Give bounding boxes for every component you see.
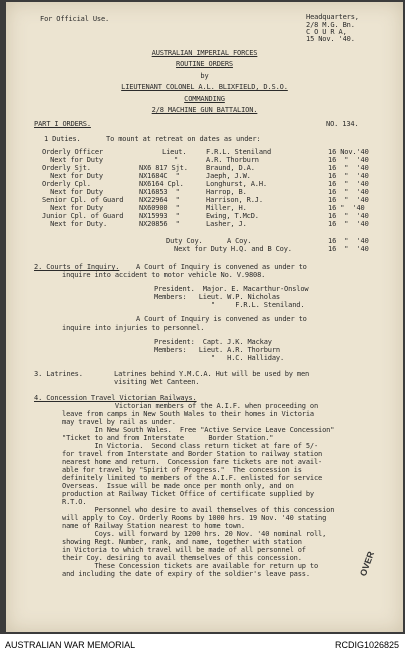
part-heading: PART I ORDERS. <box>34 120 91 128</box>
header-right-line1: Headquarters, <box>306 13 359 21</box>
concession-line: production at Railway Ticket Office of certificate supplied by <box>62 490 314 498</box>
title-line1: AUSTRALIAN IMPERIAL FORCES <box>151 49 258 57</box>
concession-line: In Victoria. Second class return ticket at fare of 5/- <box>62 442 319 450</box>
title-line4: LIEUTENANT COLONEL A.L. BLIXFIELD, D.S.O. <box>121 83 288 91</box>
document-page <box>6 2 403 632</box>
roster-date: 16 " '40 <box>328 188 369 196</box>
concession-line: In New South Wales. Free "Active Service Leave Concession" <box>62 426 335 434</box>
concession-line: will apply to Coy. Orderly Rooms by 1000 hrs. 19 Nov. '40 stating <box>62 514 327 522</box>
roster-rank: Lieut. <box>162 148 187 156</box>
court2-members: Members: Lieut. A.R. Thorburn <box>154 346 280 354</box>
roster-role: Orderly Sjt. <box>42 164 91 172</box>
concession-line: Coys. will forward by 1200 hrs. 20 Nov. '40 nominal roll, <box>62 530 327 538</box>
order-number: NO. 134. <box>326 120 359 128</box>
roster-rank: " <box>174 156 179 164</box>
concession-line: name of Railway Station nearest to home town. <box>62 522 245 530</box>
roster-role: Next for Duty <box>42 172 103 180</box>
roster-name: Harrop, B. <box>206 188 247 196</box>
roster-name: Braund, D.A. <box>206 164 255 172</box>
concession-line: definitely limited to members of the A.I.F. enlisted for service <box>62 474 323 482</box>
roster-name: Jaeph, J.W. <box>206 172 251 180</box>
concession-line: leave from camps in New South Wales to their homes in Victoria <box>62 410 314 418</box>
roster-date: 16 Nov.'40 <box>328 148 369 156</box>
roster-rank: NX22964 " <box>139 196 180 204</box>
archive-name: AUSTRALIAN WAR MEMORIAL <box>5 640 136 650</box>
duty-company: Duty Coy. A Coy. <box>166 237 252 245</box>
roster-date: 16 " '40 <box>328 180 369 188</box>
title-line2: ROUTINE ORDERS <box>176 60 233 68</box>
roster-name: Miller, H. <box>206 204 247 212</box>
concession-line: showing Regt. Number, rank, and name, together with station <box>62 538 302 546</box>
header-date: 15 Nov. '40. <box>306 35 355 43</box>
roster-role: Next for Duty. <box>42 220 108 228</box>
title-line3: by <box>200 72 209 80</box>
concession-line: R.T.O. <box>62 498 87 506</box>
next-duty-company: Next for Duty H.Q. and B Coy. <box>174 245 292 253</box>
concession-line: Personnel who desire to avail themselves of this concession <box>62 506 335 514</box>
court1-members: Members: Lieut. W.P. Nicholas <box>154 293 280 301</box>
court1-line1: A Court of Inquiry is convened as under to <box>136 263 307 271</box>
roster-role: Senior Cpl. of Guard <box>42 196 124 204</box>
concession-line: These Concession tickets are available for return up to <box>62 562 319 570</box>
roster-date: 16 " '40 <box>328 196 369 204</box>
latrines-line1: Latrines behind Y.M.C.A. Hut will be used by men <box>114 370 310 378</box>
roster-name: Longhurst, A.H. <box>206 180 267 188</box>
court1-members-2: " F.R.L. Steniland. <box>154 301 305 309</box>
court2-line1: A Court of Inquiry is convened as under to <box>136 315 307 323</box>
roster-role: Next for Duty <box>42 156 103 164</box>
court2-line2: inquire into injuries to personnel. <box>62 324 205 332</box>
roster-date: 16 " '40 <box>328 220 369 228</box>
title-line6: 2/8 MACHINE GUN BATTALION. <box>151 106 258 114</box>
court2-members-2: " H.C. Halliday. <box>154 354 285 362</box>
roster-date: 16 " '40 <box>328 156 369 164</box>
latrines-heading: 3. Latrines. <box>34 370 83 378</box>
title-line5: COMMANDING <box>184 95 225 103</box>
roster-name: A.R. Thorburn <box>206 156 259 164</box>
roster-role: Junior Cpl. of Guard <box>42 212 124 220</box>
archive-footer <box>0 634 405 654</box>
header-right-line2: 2/8 M.G. Bn. <box>306 21 355 29</box>
roster-rank: NX6164 Cpl. <box>139 180 184 188</box>
concession-line: and including the date of expiry of the soldier's leave pass. <box>62 570 310 578</box>
concession-line: their Coy. desiring to avail themselves of this concession. <box>62 554 302 562</box>
next-duty-company-date: 16 " '40 <box>328 245 369 253</box>
official-use-label: For Official Use. <box>40 15 110 23</box>
duties-heading: 1 Duties. <box>44 135 81 143</box>
court1-line2: inquire into accident to motor vehicle No. V.9808. <box>62 271 266 279</box>
roster-rank: NX15993 " <box>139 212 180 220</box>
roster-date: 16 " '40 <box>328 204 365 212</box>
roster-rank: NX60900 " <box>139 204 180 212</box>
roster-name: Lasher, J. <box>206 220 247 228</box>
archive-id: RCDIG1026825 <box>334 640 399 650</box>
roster-rank: NX20856 " <box>139 220 180 228</box>
duty-company-date: 16 " '40 <box>328 237 369 245</box>
header-right-line3: C O U R A, <box>306 28 347 36</box>
roster-date: 16 " '40 <box>328 212 369 220</box>
concession-line: "Ticket to and from Interstate Border Station." <box>62 434 274 442</box>
concession-line: Victorian members of the A.I.F. when proceeding on <box>62 402 319 410</box>
over-annotation: OVER <box>358 550 377 578</box>
concession-line: in Victoria to which travel will be made of all personnel of <box>62 546 306 554</box>
latrines-line2: visiting Wet Canteen. <box>114 378 200 386</box>
concession-line: nearest home and return. Concession fare tickets are not avail- <box>62 458 323 466</box>
roster-role: Next for Duty <box>42 188 103 196</box>
roster-name: Ewing, T.McD. <box>206 212 259 220</box>
roster-rank: NX1684C " <box>139 172 180 180</box>
roster-role: Orderly Officer <box>42 148 103 156</box>
court1-president: President. Major. E. Macarthur-Onslow <box>154 285 309 293</box>
roster-role: Next for Duty <box>42 204 103 212</box>
concession-heading: 4. Concession Travel Victorian Railways. <box>34 394 197 402</box>
roster-name: F.R.L. Steniland <box>206 148 272 156</box>
concession-line: Overseas. Issue will be made once per month only, and on <box>62 482 294 490</box>
roster-role: Orderly Cpl. <box>42 180 91 188</box>
roster-rank: NX16853 " <box>139 188 180 196</box>
duties-intro: To mount at retreat on dates as under: <box>106 135 261 143</box>
concession-line: for travel from Interstate and Border Station to railway station <box>62 450 323 458</box>
court2-president: President: Capt. J.K. Mackay <box>154 338 272 346</box>
roster-date: 16 " '40 <box>328 164 369 172</box>
concession-line: may travel by rail as under. <box>62 418 176 426</box>
courts-heading: 2. Courts of Inquiry. <box>34 263 120 271</box>
concession-line: able for travel by "Spirit of Progress." The concession is <box>62 466 302 474</box>
roster-date: 16 " '40 <box>328 172 369 180</box>
roster-name: Harrison, R.J. <box>206 196 263 204</box>
roster-rank: NX6 817 Sjt. <box>139 164 188 172</box>
